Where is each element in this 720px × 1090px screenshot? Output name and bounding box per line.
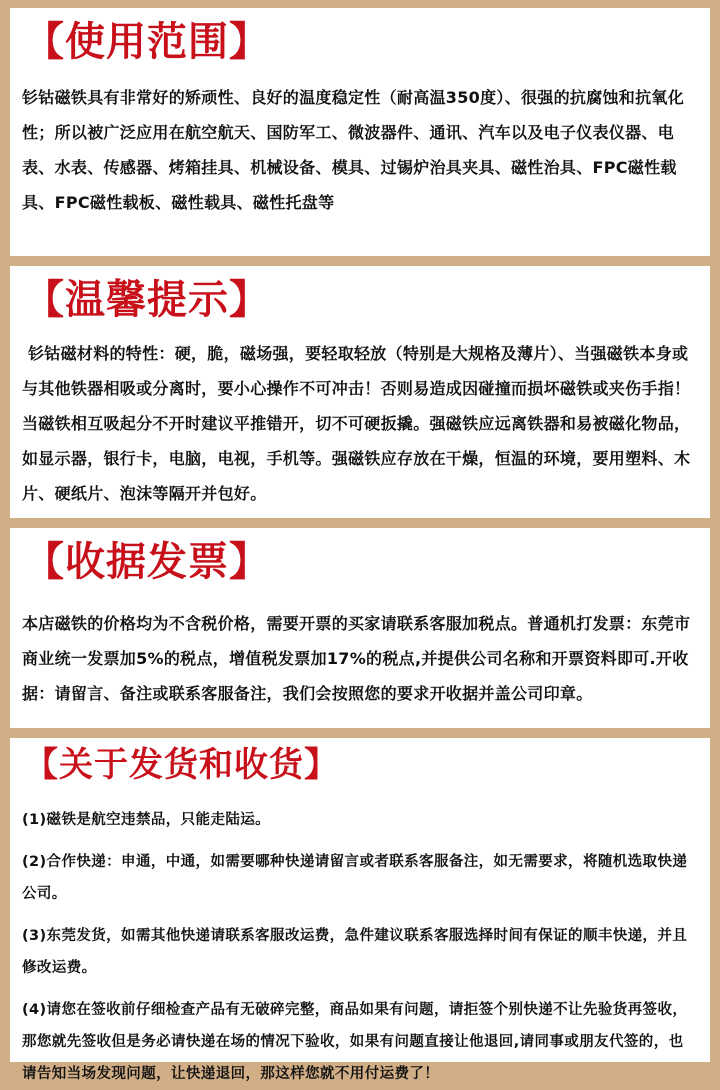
invoice-panel [10,528,710,728]
shipping-heading: 【关于发货和收货】 [24,745,339,785]
shipping-list [22,804,698,1090]
usage-scope-text: 钐钴磁铁具有非常好的矫顽性、良好的温度稳定性（耐高温350度）、很强的抗腐蚀和抗氧化性；所以被广泛应用在航空航天、国防军工、微波器件、通讯、汽车以及电子仪表仪器、电表、水表、传感器、烤箱挂具、机械设备、模具、过锡炉治具夹具、磁性治具、FPC磁性载具、FPC磁性载板、磁性载具、磁性托盘等 [22,88,684,212]
usage-scope-heading: 【使用范围】 [24,18,270,65]
usage-scope-panel [10,8,710,256]
list-item: (1)磁铁是航空违禁品，只能走陆运。 [22,812,271,828]
invoice-text: 本店磁铁的价格均为不含税价格，需要开票的买家请联系客服加税点。普通机打发票：东莞市商业统一发票加5%的税点，增值税发票加17%的税点,并提供公司名称和开票资料即可.开收据：请留言、备注或联系客服备注，我们会按照您的要求开收据并盖公司印章。 [22,614,691,703]
shipping-panel [10,738,710,1082]
list-item: (2)合作快递：申通，中通，如需要哪种快递请留言或者联系客服备注，如无需要求，将随机选取快递公司。 [22,854,688,902]
list-item: (3)东莞发货，如需其他快递请联系客服改运费，急件建议联系客服选择时间有保证的顺丰快递，并且修改运费。 [22,928,688,976]
tips-heading: 【温馨提示】 [24,276,270,323]
invoice-heading: 【收据发票】 [24,538,270,585]
tips-panel [10,266,710,518]
tips-text: 钐钴磁材料的特性：硬，脆，磁场强，要轻取轻放（特别是大规格及薄片）、当强磁铁本身或与其他铁器相吸或分离时，要小心操作不可冲击！否则易造成因碰撞而损坏磁铁或夹伤手指！当磁铁相互吸起分不开时建议平推错开，切不可硬扳撬。强磁铁应远离铁器和易被磁化物品，如显示器，银行卡，电脑，电视，手机等。强磁铁应存放在干燥，恒温的环境，要用塑料、木片、硬纸片、泡沫等隔开并包好。 [22,344,691,503]
list-item: (4)请您在签收前仔细检查产品有无破碎完整，商品如果有问题，请拒签个别快递不让先验货再签收，那您就先签收但是务必请快递在场的情况下验收，如果有问题直接让他退回,请同事或朋友代签的，也请告知当场发现问题，让快递退回，那这样您就不用付运费了！ [22,1002,688,1082]
